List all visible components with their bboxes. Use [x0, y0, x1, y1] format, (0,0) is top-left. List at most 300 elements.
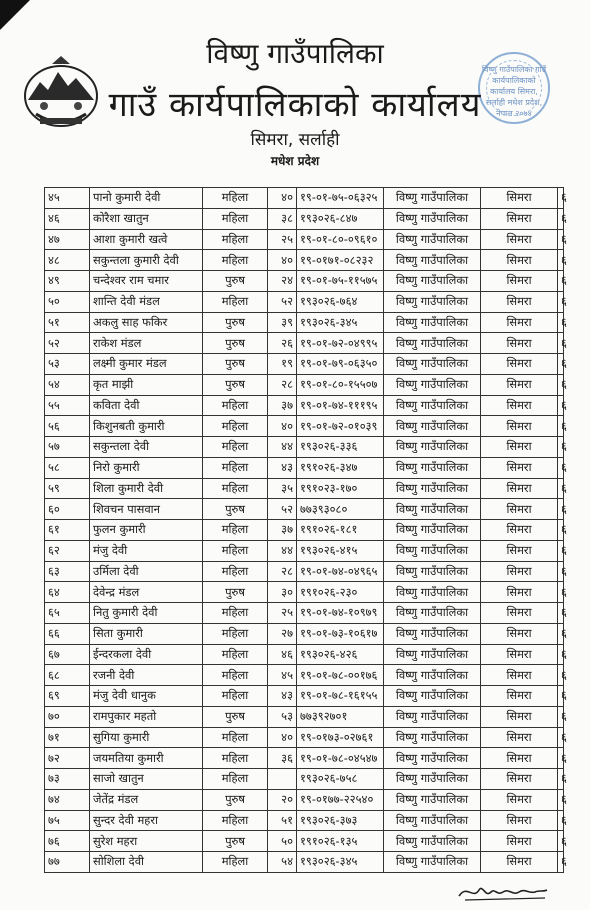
age-cell: ३७	[268, 520, 297, 541]
gender-cell: महिला	[203, 686, 268, 707]
ward-place-cell: सिमरा	[481, 665, 558, 686]
ward-number-cell: ६	[558, 582, 564, 603]
serial-number-cell: ५९	[45, 478, 90, 499]
person-name-cell: कविता देवी	[90, 395, 203, 416]
table-row	[45, 561, 564, 582]
age-cell: २४	[268, 271, 297, 292]
serial-number-cell: ६९	[45, 686, 90, 707]
table-row	[45, 831, 564, 852]
age-cell: २०	[268, 789, 297, 810]
person-name-cell: फुलन कुमारी	[90, 520, 203, 541]
gender-cell: महिला	[203, 665, 268, 686]
gender-cell: महिला	[203, 457, 268, 478]
municipality-cell: विष्णु गाउँपालिका	[384, 416, 481, 437]
table-row	[45, 291, 564, 312]
municipality-cell: विष्णु गाउँपालिका	[384, 312, 481, 333]
ward-number-cell: ६	[558, 499, 564, 520]
table-row	[45, 748, 564, 769]
age-cell: ३८	[268, 208, 297, 229]
ward-number-cell: ६	[558, 354, 564, 375]
age-cell: २५	[268, 229, 297, 250]
municipality-cell: विष्णु गाउँपालिका	[384, 706, 481, 727]
age-cell: ३५	[268, 478, 297, 499]
municipality-cell: विष्णु गाउँपालिका	[384, 561, 481, 582]
citizenship-number-cell: १९३०२६-८४७	[297, 208, 384, 229]
gender-cell: महिला	[203, 561, 268, 582]
municipality-cell: विष्णु गाउँपालिका	[384, 789, 481, 810]
person-name-cell: सकुन्तला देवी	[90, 437, 203, 458]
ward-place-cell: सिमरा	[481, 188, 558, 209]
ward-number-cell: ६	[558, 395, 564, 416]
serial-number-cell: ६७	[45, 644, 90, 665]
ward-number-cell: ६	[558, 374, 564, 395]
age-cell: २५	[268, 603, 297, 624]
serial-number-cell: ७१	[45, 727, 90, 748]
gender-cell: महिला	[203, 188, 268, 209]
table-row	[45, 416, 564, 437]
table-row	[45, 603, 564, 624]
ward-number-cell: ६	[558, 457, 564, 478]
ward-number-cell: ६	[558, 333, 564, 354]
table-row	[45, 499, 564, 520]
person-name-cell: साजो खातुन	[90, 769, 203, 790]
ward-place-cell: सिमरा	[481, 437, 558, 458]
age-cell: २८	[268, 561, 297, 582]
serial-number-cell: ५७	[45, 437, 90, 458]
citizenship-number-cell: १९-०१-७५-११५७५	[297, 271, 384, 292]
serial-number-cell: ६१	[45, 520, 90, 541]
person-name-cell: जयमतिया कुमारी	[90, 748, 203, 769]
gender-cell: पुरुष	[203, 831, 268, 852]
person-name-cell: शान्ति देवी मंडल	[90, 291, 203, 312]
ward-number-cell: ६	[558, 416, 564, 437]
person-name-cell: कृत माझी	[90, 374, 203, 395]
municipality-title: विष्णु गाउँपालिका	[206, 37, 384, 70]
serial-number-cell: ६२	[45, 540, 90, 561]
age-cell: ५३	[268, 706, 297, 727]
citizenship-number-cell: १९-०१-८०-१५५०७	[297, 374, 384, 395]
ward-number-cell: ६	[558, 229, 564, 250]
municipality-cell: विष्णु गाउँपालिका	[384, 437, 481, 458]
municipality-cell: विष्णु गाउँपालिका	[384, 457, 481, 478]
citizenship-number-cell: १९१०२६-१३५	[297, 831, 384, 852]
ward-place-cell: सिमरा	[481, 623, 558, 644]
citizenship-number-cell: १९३०२६-३७३	[297, 810, 384, 831]
ward-place-cell: सिमरा	[481, 644, 558, 665]
gender-cell: पुरुष	[203, 582, 268, 603]
gender-cell: महिला	[203, 727, 268, 748]
citizenship-number-cell: १९-०१७१-०८२३२	[297, 250, 384, 271]
serial-number-cell: ४८	[45, 250, 90, 271]
citizenship-number-cell: १९३०२६-७५८	[297, 769, 384, 790]
person-name-cell: आशा कुमारी खत्वे	[90, 229, 203, 250]
ward-number-cell: ६	[558, 540, 564, 561]
serial-number-cell: ७२	[45, 748, 90, 769]
municipality-cell: विष्णु गाउँपालिका	[384, 250, 481, 271]
ward-place-cell: सिमरा	[481, 416, 558, 437]
table-row	[45, 644, 564, 665]
municipality-cell: विष्णु गाउँपालिका	[384, 208, 481, 229]
ward-place-cell: सिमरा	[481, 706, 558, 727]
age-cell: ४०	[268, 188, 297, 209]
table-row	[45, 727, 564, 748]
gender-cell: महिला	[203, 520, 268, 541]
signature	[455, 880, 551, 904]
age-cell: ४०	[268, 250, 297, 271]
serial-number-cell: ७५	[45, 810, 90, 831]
age-cell: २७	[268, 623, 297, 644]
ward-place-cell: सिमरा	[481, 727, 558, 748]
table-row	[45, 312, 564, 333]
citizenship-number-cell: १९-०१७३-०२७६१	[297, 727, 384, 748]
table-row	[45, 250, 564, 271]
ward-number-cell: ६	[558, 852, 564, 873]
table-row	[45, 271, 564, 292]
person-name-cell: अकलु साह फकिर	[90, 312, 203, 333]
gender-cell: महिला	[203, 416, 268, 437]
table-row	[45, 852, 564, 873]
serial-number-cell: ५१	[45, 312, 90, 333]
ward-place-cell: सिमरा	[481, 582, 558, 603]
table-row	[45, 540, 564, 561]
municipality-cell: विष्णु गाउँपालिका	[384, 499, 481, 520]
citizenship-number-cell: १९-०१-७८-००१७६	[297, 665, 384, 686]
serial-number-cell: ५६	[45, 416, 90, 437]
table-row	[45, 582, 564, 603]
citizenship-number-cell: १९-०१-७३-१०६१७	[297, 623, 384, 644]
person-name-cell: सुगिया कुमारी	[90, 727, 203, 748]
gender-cell: पुरुष	[203, 271, 268, 292]
municipality-cell: विष्णु गाउँपालिका	[384, 603, 481, 624]
table-row	[45, 437, 564, 458]
province-name: मधेश प्रदेश	[270, 154, 320, 168]
person-name-cell: सकुन्तला कुमारी देवी	[90, 250, 203, 271]
ward-number-cell: ६	[558, 437, 564, 458]
table-row	[45, 229, 564, 250]
citizenship-number-cell: ७७३९३०८०	[297, 499, 384, 520]
municipality-cell: विष्णु गाउँपालिका	[384, 540, 481, 561]
stamp-text: विष्णु गाउँपालिका गाउँ कार्यपालिकाको कार्यालय सिमरा, सर्लाही मधेश प्रदेश, नेपाल २०७४	[481, 65, 547, 118]
letterhead	[0, 0, 590, 185]
ward-place-cell: सिमरा	[481, 810, 558, 831]
municipality-cell: विष्णु गाउँपालिका	[384, 354, 481, 375]
citizenship-number-cell: १९३०२६-३४५	[297, 852, 384, 873]
citizenship-number-cell: १९१०२६-२३०	[297, 582, 384, 603]
person-name-cell: जेतेंद्र मंडल	[90, 789, 203, 810]
ward-number-cell: ६	[558, 665, 564, 686]
age-cell: ४०	[268, 727, 297, 748]
gender-cell: पुरुष	[203, 333, 268, 354]
ward-place-cell: सिमरा	[481, 686, 558, 707]
age-cell: ४५	[268, 665, 297, 686]
ward-place-cell: सिमरा	[481, 250, 558, 271]
gender-cell: महिला	[203, 478, 268, 499]
municipality-cell: विष्णु गाउँपालिका	[384, 291, 481, 312]
age-cell: ३७	[268, 395, 297, 416]
municipality-cell: विष्णु गाउँपालिका	[384, 810, 481, 831]
table-row	[45, 457, 564, 478]
ward-number-cell: ६	[558, 208, 564, 229]
person-name-cell: शिला कुमारी देवी	[90, 478, 203, 499]
ward-place-cell: सिमरा	[481, 208, 558, 229]
age-cell: १९	[268, 354, 297, 375]
citizenship-number-cell: १९-०१-७५-०६३२५	[297, 188, 384, 209]
person-name-cell: पानो कुमारी देवी	[90, 188, 203, 209]
table-row	[45, 374, 564, 395]
ward-place-cell: सिमरा	[481, 478, 558, 499]
ward-place-cell: सिमरा	[481, 769, 558, 790]
serial-number-cell: ७३	[45, 769, 90, 790]
ward-number-cell: ६	[558, 478, 564, 499]
ward-place-cell: सिमरा	[481, 457, 558, 478]
ward-place-cell: सिमरा	[481, 789, 558, 810]
ward-place-cell: सिमरा	[481, 395, 558, 416]
ward-place-cell: सिमरा	[481, 229, 558, 250]
person-name-cell: सोशिला देवी	[90, 852, 203, 873]
municipality-cell: विष्णु गाउँपालिका	[384, 665, 481, 686]
ward-place-cell: सिमरा	[481, 312, 558, 333]
age-cell: ३०	[268, 582, 297, 603]
municipality-cell: विष्णु गाउँपालिका	[384, 582, 481, 603]
ward-number-cell: ६	[558, 748, 564, 769]
citizenship-number-cell: १९३०२६-४१५	[297, 540, 384, 561]
ward-number-cell: ६	[558, 706, 564, 727]
citizenship-number-cell: १९३०२६-४२६	[297, 644, 384, 665]
citizenship-number-cell: १९-०१-७९-०६३५०	[297, 354, 384, 375]
beneficiary-table	[44, 187, 567, 873]
citizenship-number-cell: १९३०२६-३४५	[297, 312, 384, 333]
age-cell: ४६	[268, 644, 297, 665]
citizenship-number-cell: १९-०१-७४-१११९५	[297, 395, 384, 416]
gender-cell: महिला	[203, 603, 268, 624]
age-cell: ३६	[268, 748, 297, 769]
ward-number-cell: ६	[558, 271, 564, 292]
municipality-cell: विष्णु गाउँपालिका	[384, 333, 481, 354]
citizenship-number-cell: ७७३९२७०१	[297, 706, 384, 727]
gender-cell: पुरुष	[203, 789, 268, 810]
table-row	[45, 665, 564, 686]
ward-place-cell: सिमरा	[481, 333, 558, 354]
person-name-cell: सिता कुमारी	[90, 623, 203, 644]
gender-cell: महिला	[203, 250, 268, 271]
gender-cell: महिला	[203, 644, 268, 665]
gender-cell: महिला	[203, 291, 268, 312]
citizenship-number-cell: १९३०२६-३३६	[297, 437, 384, 458]
municipality-cell: विष्णु गाउँपालिका	[384, 271, 481, 292]
table-row	[45, 188, 564, 209]
municipality-cell: विष्णु गाउँपालिका	[384, 374, 481, 395]
serial-number-cell: ५३	[45, 354, 90, 375]
ward-place-cell: सिमरा	[481, 603, 558, 624]
municipality-cell: विष्णु गाउँपालिका	[384, 727, 481, 748]
person-name-cell: मंजु देवी धानुक	[90, 686, 203, 707]
person-name-cell: शिवचन पासवान	[90, 499, 203, 520]
age-cell: ४४	[268, 540, 297, 561]
citizenship-number-cell: १९१०२३-१७०	[297, 478, 384, 499]
citizenship-number-cell: १९-०१-८०-०९६१०	[297, 229, 384, 250]
ward-place-cell: सिमरा	[481, 499, 558, 520]
ward-place-cell: सिमरा	[481, 748, 558, 769]
ward-number-cell: ६	[558, 188, 564, 209]
serial-number-cell: ४६	[45, 208, 90, 229]
office-location: सिमरा, सर्लाही	[250, 130, 340, 150]
table-row	[45, 395, 564, 416]
age-cell	[268, 769, 297, 790]
person-name-cell: राकेश मंडल	[90, 333, 203, 354]
serial-number-cell: ५८	[45, 457, 90, 478]
ward-number-cell: ६	[558, 789, 564, 810]
serial-number-cell: ६०	[45, 499, 90, 520]
municipality-cell: विष्णु गाउँपालिका	[384, 831, 481, 852]
ward-place-cell: सिमरा	[481, 354, 558, 375]
gender-cell: महिला	[203, 395, 268, 416]
ward-number-cell: ६	[558, 831, 564, 852]
ward-number-cell: ६	[558, 810, 564, 831]
serial-number-cell: ५०	[45, 291, 90, 312]
serial-number-cell: ६५	[45, 603, 90, 624]
ward-place-cell: सिमरा	[481, 374, 558, 395]
ward-number-cell: ६	[558, 561, 564, 582]
serial-number-cell: ६८	[45, 665, 90, 686]
person-name-cell: चन्देश्वर राम चमार	[90, 271, 203, 292]
ward-place-cell: सिमरा	[481, 271, 558, 292]
gender-cell: महिला	[203, 623, 268, 644]
citizenship-number-cell: १९१०२६-१८१	[297, 520, 384, 541]
ward-number-cell: ६	[558, 250, 564, 271]
serial-number-cell: ५५	[45, 395, 90, 416]
municipality-cell: विष्णु गाउँपालिका	[384, 686, 481, 707]
serial-number-cell: ७७	[45, 852, 90, 873]
gender-cell: महिला	[203, 437, 268, 458]
ward-number-cell: ६	[558, 291, 564, 312]
person-name-cell: देवेन्द्र मंडल	[90, 582, 203, 603]
citizenship-number-cell: १९१०२६-३४७	[297, 457, 384, 478]
ward-number-cell: ६	[558, 727, 564, 748]
gender-cell: महिला	[203, 748, 268, 769]
age-cell: ५२	[268, 499, 297, 520]
table-row	[45, 789, 564, 810]
ward-number-cell: ६	[558, 623, 564, 644]
municipality-cell: विष्णु गाउँपालिका	[384, 644, 481, 665]
person-name-cell: लक्ष्मी कुमार मंडल	[90, 354, 203, 375]
person-name-cell: ईन्दरकला देवी	[90, 644, 203, 665]
ward-place-cell: सिमरा	[481, 561, 558, 582]
municipality-cell: विष्णु गाउँपालिका	[384, 188, 481, 209]
table-row	[45, 520, 564, 541]
age-cell: २६	[268, 333, 297, 354]
municipality-cell: विष्णु गाउँपालिका	[384, 748, 481, 769]
gender-cell: पुरुष	[203, 706, 268, 727]
person-name-cell: मंजु देवी	[90, 540, 203, 561]
table-row	[45, 478, 564, 499]
person-name-cell: कोरैशा खातुन	[90, 208, 203, 229]
ward-place-cell: सिमरा	[481, 852, 558, 873]
gender-cell: महिला	[203, 852, 268, 873]
serial-number-cell: ६४	[45, 582, 90, 603]
serial-number-cell: ४५	[45, 188, 90, 209]
age-cell: ५१	[268, 810, 297, 831]
citizenship-number-cell: १९-०१-७८-१६१५५	[297, 686, 384, 707]
table-row	[45, 354, 564, 375]
gender-cell: महिला	[203, 540, 268, 561]
age-cell: ५०	[268, 831, 297, 852]
gender-cell: पुरुष	[203, 312, 268, 333]
municipality-cell: विष्णु गाउँपालिका	[384, 852, 481, 873]
age-cell: ३९	[268, 312, 297, 333]
citizenship-number-cell: १९-०१-७२-०१०३९	[297, 416, 384, 437]
ward-number-cell: ६	[558, 603, 564, 624]
table-row	[45, 623, 564, 644]
serial-number-cell: ४७	[45, 229, 90, 250]
age-cell: ४३	[268, 686, 297, 707]
serial-number-cell: ४९	[45, 271, 90, 292]
table-row	[45, 686, 564, 707]
serial-number-cell: ५४	[45, 374, 90, 395]
gender-cell: महिला	[203, 229, 268, 250]
person-name-cell: सुरेश महरा	[90, 831, 203, 852]
table-row	[45, 208, 564, 229]
table-row	[45, 769, 564, 790]
table-row	[45, 706, 564, 727]
municipality-cell: विष्णु गाउँपालिका	[384, 395, 481, 416]
municipality-cell: विष्णु गाउँपालिका	[384, 769, 481, 790]
person-name-cell: किशुनबती कुमारी	[90, 416, 203, 437]
ward-number-cell: ६	[558, 769, 564, 790]
citizenship-number-cell: १९-०१-७४-१०९७९	[297, 603, 384, 624]
gender-cell: महिला	[203, 208, 268, 229]
serial-number-cell: ६३	[45, 561, 90, 582]
municipality-cell: विष्णु गाउँपालिका	[384, 623, 481, 644]
municipality-cell: विष्णु गाउँपालिका	[384, 478, 481, 499]
ward-place-cell: सिमरा	[481, 831, 558, 852]
serial-number-cell: ७६	[45, 831, 90, 852]
table-row	[45, 333, 564, 354]
citizenship-number-cell: १९३०२६-७६४	[297, 291, 384, 312]
gender-cell: पुरुष	[203, 499, 268, 520]
age-cell: ५२	[268, 291, 297, 312]
citizenship-number-cell: १९-०१७७-२२५४०	[297, 789, 384, 810]
citizenship-number-cell: १९-०१-७८-०४५४७	[297, 748, 384, 769]
serial-number-cell: ५२	[45, 333, 90, 354]
gender-cell: पुरुष	[203, 354, 268, 375]
gender-cell: महिला	[203, 769, 268, 790]
ward-place-cell: सिमरा	[481, 291, 558, 312]
age-cell: ५४	[268, 852, 297, 873]
age-cell: ४३	[268, 457, 297, 478]
municipality-cell: विष्णु गाउँपालिका	[384, 229, 481, 250]
person-name-cell: नितु कुमारी देवी	[90, 603, 203, 624]
citizenship-number-cell: १९-०१-७४-०४९६५	[297, 561, 384, 582]
age-cell: ४४	[268, 437, 297, 458]
gender-cell: महिला	[203, 810, 268, 831]
citizenship-number-cell: १९-०१-७२-०४९९५	[297, 333, 384, 354]
office-title: गाउँ कार्यपालिकाको कार्यालय	[108, 85, 482, 125]
person-name-cell: सुन्दर देवी महरा	[90, 810, 203, 831]
ward-number-cell: ६	[558, 312, 564, 333]
serial-number-cell: ६६	[45, 623, 90, 644]
municipality-cell: विष्णु गाउँपालिका	[384, 520, 481, 541]
ward-place-cell: सिमरा	[481, 540, 558, 561]
table-row	[45, 810, 564, 831]
ward-number-cell: ६	[558, 644, 564, 665]
ward-number-cell: ६	[558, 520, 564, 541]
age-cell: ४०	[268, 416, 297, 437]
serial-number-cell: ७०	[45, 706, 90, 727]
ward-number-cell: ६	[558, 686, 564, 707]
age-cell: २८	[268, 374, 297, 395]
serial-number-cell: ७४	[45, 789, 90, 810]
person-name-cell: उर्मिला देवी	[90, 561, 203, 582]
